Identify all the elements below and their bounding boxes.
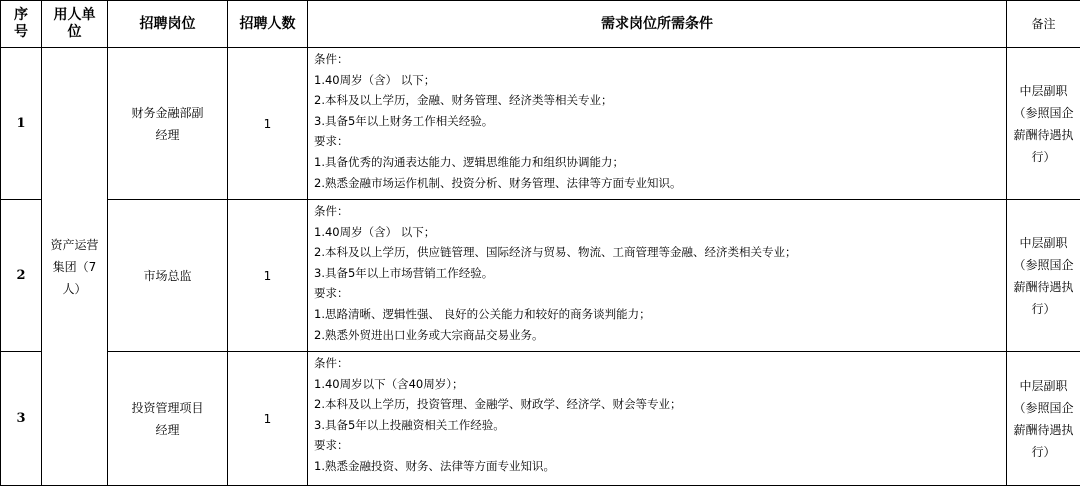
header-position: 招聘岗位 xyxy=(108,1,228,48)
unit-name: 资产运营集团（7人） xyxy=(51,234,99,300)
requirement-line: 3.具备5年以上财务工作相关经验。 xyxy=(314,111,1006,132)
table-row xyxy=(1,200,1080,352)
requirement-line: 1.40周岁以下（含40周岁）； xyxy=(314,374,1006,395)
table-row xyxy=(1,48,1080,200)
requirement-line: 要求： xyxy=(314,435,1006,456)
row-seq: 1 xyxy=(1,48,42,200)
header-seq: 序号 xyxy=(1,1,42,48)
row-note: 中层副职（参照国企薪酬待遇执行） xyxy=(1007,200,1080,352)
row-requirements xyxy=(308,200,1007,352)
unit-cell xyxy=(42,48,108,486)
requirement-line: 1.思路清晰、逻辑性强、 良好的公关能力和较好的商务谈判能力； xyxy=(314,304,1006,325)
requirement-line: 要求： xyxy=(314,131,1006,152)
requirement-line: 1.具备优秀的沟通表达能力、逻辑思维能力和组织协调能力； xyxy=(314,152,1006,173)
row-position: 财务金融部副经理 xyxy=(108,48,228,200)
requirement-line: 3.具备5年以上投融资相关工作经验。 xyxy=(314,415,1006,436)
row-seq: 2 xyxy=(1,200,42,352)
row-note: 中层副职（参照国企薪酬待遇执行） xyxy=(1007,48,1080,200)
requirement-line: 2.熟悉金融市场运作机制、投资分析、财务管理、法律等方面专业知识。 xyxy=(314,173,1006,194)
requirement-line: 2.熟悉外贸进出口业务或大宗商品交易业务。 xyxy=(314,325,1006,346)
row-count: 1 xyxy=(228,200,308,352)
row-seq: 3 xyxy=(1,352,42,486)
header-row xyxy=(1,1,1080,48)
header-unit: 用人单位 xyxy=(42,1,108,48)
row-count: 1 xyxy=(228,48,308,200)
header-note: 备注 xyxy=(1007,1,1080,48)
row-note: 中层副职（参照国企薪酬待遇执行） xyxy=(1007,352,1080,486)
requirement-line: 2.本科及以上学历，投资管理、金融学、财政学、经济学、财会等专业； xyxy=(314,394,1006,415)
requirement-line: 1.40周岁（含） 以下； xyxy=(314,222,1006,243)
requirement-line: 2.本科及以上学历，供应链管理、国际经济与贸易、物流、工商管理等金融、经济类相关专业； xyxy=(314,242,1006,263)
requirement-line: 1.熟悉金融投资、财务、法律等方面专业知识。 xyxy=(314,456,1006,477)
header-count: 招聘人数 xyxy=(228,1,308,48)
requirement-line: 1.40周岁（含） 以下； xyxy=(314,70,1006,91)
requirement-line: 2.本科及以上学历，金融、财务管理、经济类等相关专业； xyxy=(314,90,1006,111)
row-requirements xyxy=(308,352,1007,486)
table-row xyxy=(1,352,1080,486)
requirement-line: 条件： xyxy=(314,49,1006,70)
requirement-line: 条件： xyxy=(314,353,1006,374)
row-count: 1 xyxy=(228,352,308,486)
row-requirements xyxy=(308,48,1007,200)
requirement-line: 条件： xyxy=(314,201,1006,222)
requirement-line: 要求： xyxy=(314,283,1006,304)
header-requirements: 需求岗位所需条件 xyxy=(308,1,1007,48)
row-position: 投资管理项目经理 xyxy=(108,352,228,486)
row-position: 市场总监 xyxy=(108,200,228,352)
requirement-line: 3.具备5年以上市场营销工作经验。 xyxy=(314,263,1006,284)
